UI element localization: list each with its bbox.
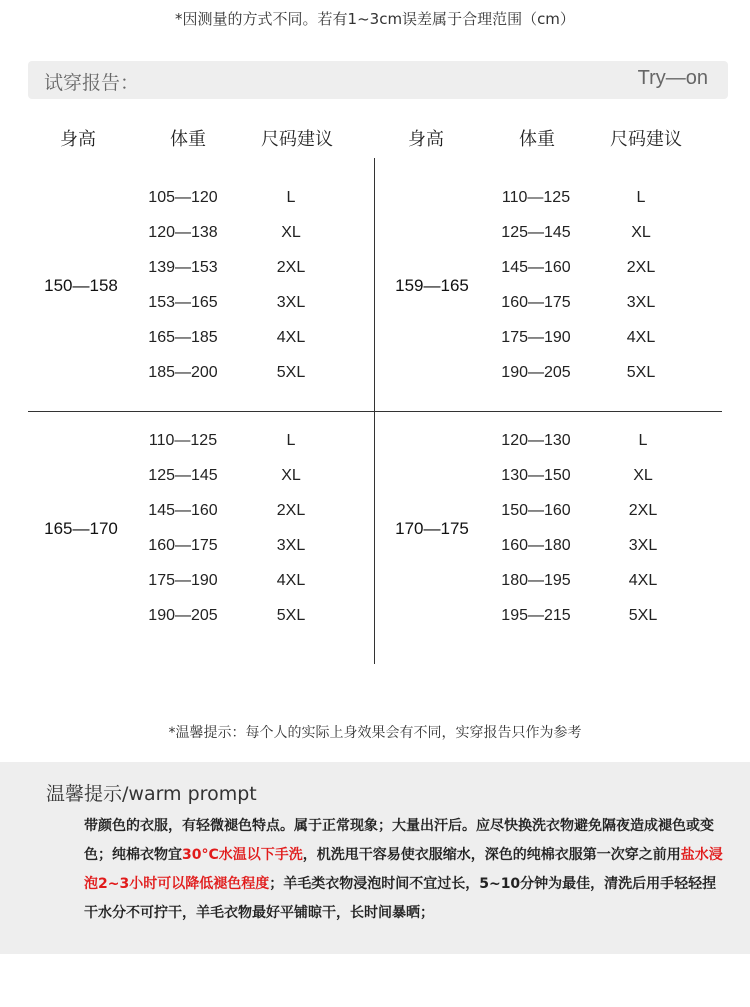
report-title: 试穿报告： [44, 72, 140, 94]
weight-range: 125—145 [148, 467, 218, 484]
reference-note: *温馨提示：每个人的实际上身效果会有不同，实穿报告只作为参考 [168, 725, 582, 741]
weight-range: 145—160 [148, 502, 218, 519]
prompt-highlight-soak: 盐水浸泡2~3小时可以降低褪色程度 [84, 847, 723, 892]
size-suggestion: 2XL [628, 502, 658, 519]
header-size-left: 尺码建议 [261, 129, 333, 150]
header-weight-right: 体重 [519, 129, 555, 150]
warm-prompt-panel [0, 762, 750, 954]
weight-range: 153—165 [148, 294, 218, 311]
size-suggestion: 2XL [276, 502, 306, 519]
weight-range: 195—215 [501, 607, 571, 624]
weight-range: 160—175 [501, 294, 571, 311]
warm-prompt-text [38, 812, 728, 928]
size-suggestion: 2XL [276, 259, 306, 276]
weight-range: 120—138 [148, 224, 218, 241]
size-suggestion: XL [631, 224, 651, 241]
weight-range: 125—145 [501, 224, 571, 241]
weight-range: 185—200 [148, 364, 218, 381]
height-range: 165—170 [44, 518, 118, 538]
weight-range: 180—195 [501, 572, 571, 589]
size-suggestion: 4XL [276, 572, 306, 589]
header-height-right: 身高 [408, 129, 444, 150]
header-weight-left: 体重 [170, 129, 206, 150]
size-suggestion: XL [281, 467, 301, 484]
size-suggestion: 3XL [276, 537, 306, 554]
size-suggestion: XL [633, 467, 653, 484]
size-suggestion: 4XL [628, 572, 658, 589]
table-horizontal-divider [28, 411, 722, 412]
weight-range: 165—185 [148, 329, 218, 346]
height-range: 159—165 [395, 275, 469, 295]
weight-range: 110—125 [148, 432, 218, 449]
weight-range: 145—160 [501, 259, 571, 276]
weight-range: 120—130 [501, 432, 571, 449]
prompt-text-2: ，机洗甩干容易使衣服缩水，深色的纯棉衣服第一次穿之前用 [302, 847, 681, 863]
header-size-right: 尺码建议 [610, 129, 682, 150]
report-header-bar [28, 61, 728, 99]
header-height-left: 身高 [60, 129, 96, 150]
weight-range: 110—125 [501, 189, 571, 206]
weight-range: 150—160 [501, 502, 571, 519]
weight-range: 175—190 [501, 329, 571, 346]
size-suggestion: 5XL [276, 364, 306, 381]
prompt-text-3: ；羊毛类衣物浸泡时间不宜过长，5~10分钟为最佳，清洗后用手轻轻捏干水分不可拧干，羊毛衣物最好平铺晾干，长时间暴晒； [84, 876, 717, 921]
weight-range: 105—120 [148, 189, 218, 206]
size-suggestion: 4XL [276, 329, 306, 346]
size-suggestion: 2XL [626, 259, 656, 276]
weight-range: 160—180 [501, 537, 571, 554]
size-suggestion: 3XL [276, 294, 306, 311]
size-suggestion: 5XL [628, 607, 658, 624]
size-suggestion: 3XL [628, 537, 658, 554]
weight-range: 175—190 [148, 572, 218, 589]
weight-range: 160—175 [148, 537, 218, 554]
weight-range: 130—150 [501, 467, 571, 484]
size-suggestion: 3XL [626, 294, 656, 311]
height-range: 170—175 [395, 518, 469, 538]
size-suggestion: L [636, 189, 646, 206]
prompt-text-1: 带颜色的衣服，有轻微褪色特点。属于正常现象；大量出汗后。应尽快换洗衣物避免隔夜造成褪色或变色；纯棉衣物宜 [84, 818, 714, 863]
size-suggestion: L [286, 432, 296, 449]
size-suggestion: 4XL [626, 329, 656, 346]
size-suggestion: 5XL [626, 364, 656, 381]
measurement-note: *因测量的方式不同。若有1~3cm误差属于合理范围（cm） [175, 10, 575, 28]
size-suggestion: 5XL [276, 607, 306, 624]
weight-range: 139—153 [148, 259, 218, 276]
size-suggestion: L [638, 432, 648, 449]
weight-range: 190—205 [501, 364, 571, 381]
warm-prompt-title: 温馨提示/warm prompt [46, 783, 257, 805]
prompt-highlight-wash: 30°C水温以下手洗 [182, 847, 303, 863]
report-title-en: Try—on [637, 67, 708, 89]
weight-range: 190—205 [148, 607, 218, 624]
size-suggestion: XL [281, 224, 301, 241]
height-range: 150—158 [44, 275, 118, 295]
size-suggestion: L [286, 189, 296, 206]
